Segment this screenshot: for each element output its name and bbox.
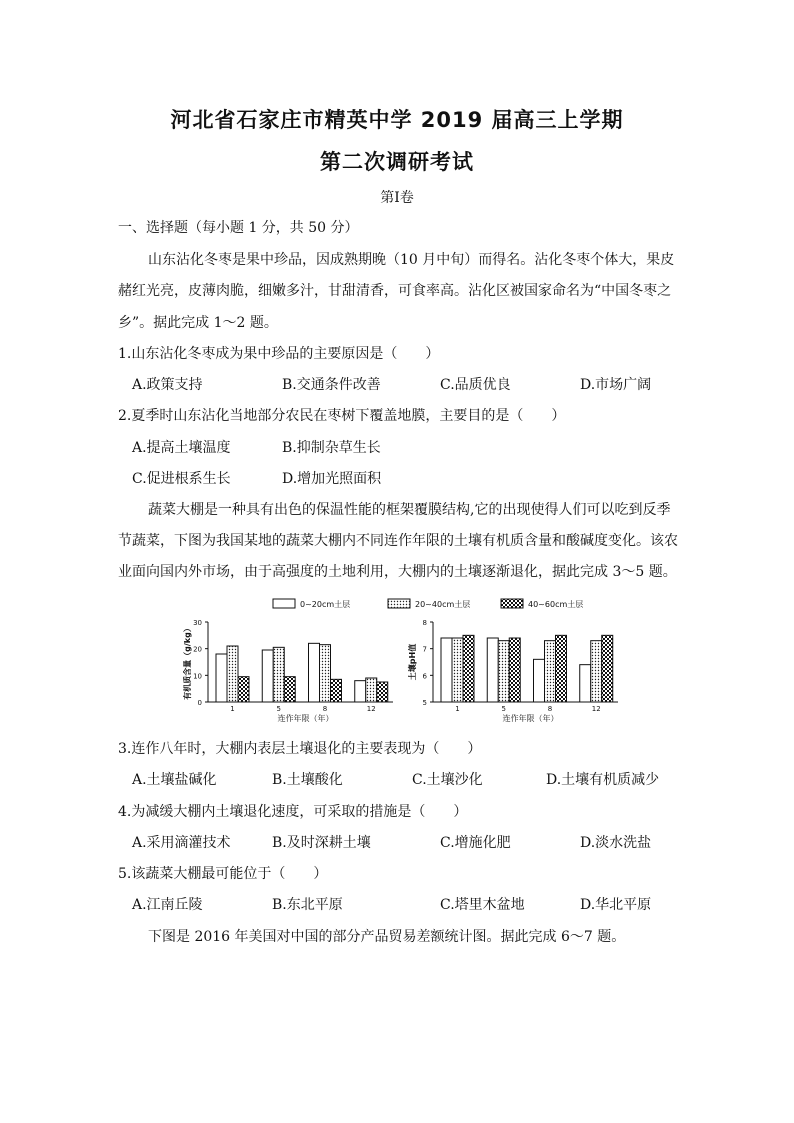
x-tick-label: 5 (276, 705, 281, 713)
bar (284, 677, 295, 702)
bar (545, 641, 556, 702)
bar (534, 659, 545, 702)
q1-option-b: B.交通条件改善 (282, 377, 381, 393)
y-axis-label: 有机质含量（g/kg） (183, 624, 192, 700)
bar (602, 635, 613, 702)
q3-option-b: B.土壤酸化 (272, 772, 343, 788)
bar (227, 646, 238, 702)
y-tick-label: 7 (422, 645, 427, 654)
q3-stem: 3.连作八年时，大棚内表层土壤退化的主要表现为（ ） (118, 741, 482, 757)
organic-matter-chart (183, 619, 393, 723)
q4-stem: 4.为减缓大棚内土壤退化速度，可采取的措施是（ ） (118, 804, 468, 820)
y-tick-label: 6 (422, 672, 427, 681)
q4-option-b: B.及时深耕土壤 (272, 835, 371, 851)
q1-stem: 1.山东沾化冬枣成为果中珍品的主要原因是（ ） (118, 346, 440, 362)
exam-title-line2: 第二次调研考试 (320, 150, 474, 174)
legend-label: 0~20cm土层 (300, 600, 351, 609)
x-tick-label: 12 (591, 705, 601, 713)
y-tick-label: 20 (193, 645, 202, 654)
q3-option-a: A.土壤盐碱化 (132, 772, 217, 788)
x-tick-label: 5 (501, 705, 506, 713)
passage2-line1: 蔬菜大棚是一种具有出色的保温性能的框架覆膜结构,它的出现使得人们可以吃到反季 (148, 502, 671, 518)
bar (238, 677, 249, 702)
passage2-line3: 业面向国内外市场，由于高强度的土地利用，大棚内的土壤逐渐退化，据此完成 3～5 题。 (118, 564, 677, 580)
y-axis-label: 土壤pH值 (408, 643, 417, 681)
bar (580, 665, 591, 702)
section-heading: 一、选择题（每小题 1 分，共 50 分） (118, 220, 359, 236)
q5-option-a: A.江南丘陵 (132, 897, 203, 913)
q1-option-d: D.市场广阔 (580, 377, 652, 393)
x-axis-label: 连作年限（年） (277, 714, 334, 723)
y-tick-label: 30 (193, 619, 202, 627)
passage1-line2: 赭红光亮，皮薄肉脆，细嫩多汁，甘甜清香，可食率高。沾化区被国家命名为“中国冬枣之 (118, 283, 672, 299)
exam-title-line1: 河北省石家庄市精英中学 2019 届高三上学期 (170, 108, 624, 132)
q4-option-a: A.采用滴灌技术 (132, 835, 231, 851)
q3-option-d: D.土壤有机质减少 (546, 772, 660, 788)
bar (556, 635, 567, 702)
x-tick-label: 8 (547, 705, 553, 713)
legend-label: 40~60cm土层 (528, 600, 584, 609)
q2-option-a: A.提高土壤温度 (132, 440, 231, 456)
legend-label: 20~40cm土层 (415, 600, 471, 609)
passage1-line1: 山东沾化冬枣是果中珍品，因成熟期晚（10 月中旬）而得名。沾化冬枣个体大，果皮 (148, 252, 675, 268)
bar (309, 643, 320, 702)
bar (320, 645, 331, 702)
q4-option-d: D.淡水洗盐 (580, 835, 652, 851)
q2-option-c: C.促进根系生长 (132, 471, 231, 487)
passage3: 下图是 2016 年美国对中国的部分产品贸易差额统计图。据此完成 6～7 题。 (148, 929, 626, 945)
legend-swatch (388, 599, 410, 608)
q2-stem: 2.夏季时山东沾化当地部分农民在枣树下覆盖地膜，主要目的是（ ） (118, 408, 566, 424)
x-tick-label: 12 (366, 705, 376, 713)
passage1-line3: 乡”。据此完成 1～2 题。 (118, 315, 278, 331)
bar (509, 638, 520, 702)
bar (262, 650, 273, 702)
bar (366, 678, 377, 702)
q4-option-c: C.增施化肥 (440, 835, 511, 851)
q5-stem: 5.该蔬菜大棚最可能位于（ ） (118, 866, 328, 882)
legend-swatch (273, 599, 295, 608)
q1-option-c: C.品质优良 (440, 377, 511, 393)
q5-option-d: D.华北平原 (580, 897, 652, 913)
bar (331, 679, 342, 702)
soil-bar-charts (183, 594, 638, 724)
passage2-line2: 节蔬菜，下图为我国某地的蔬菜大棚内不同连作年限的土壤有机质含量和酸碱度变化。该农 (118, 533, 678, 549)
bar (487, 638, 498, 702)
q3-option-c: C.土壤沙化 (412, 772, 483, 788)
bar (377, 682, 388, 702)
y-tick-label: 8 (422, 619, 427, 627)
bar (441, 638, 452, 702)
chart-legend (273, 599, 583, 609)
soil-ph-chart (407, 619, 618, 723)
bar (452, 638, 463, 702)
bar (498, 641, 509, 702)
q2-option-b: B.抑制杂草生长 (282, 440, 381, 456)
x-tick-label: 1 (455, 705, 460, 713)
x-axis-label: 连作年限（年） (502, 714, 559, 723)
legend-swatch (501, 599, 523, 608)
q2-option-d: D.增加光照面积 (282, 471, 382, 487)
volume-label: 第Ⅰ卷 (380, 190, 414, 206)
bar (355, 681, 366, 702)
y-tick-label: 5 (422, 699, 427, 707)
y-tick-label: 10 (193, 672, 202, 681)
x-tick-label: 1 (230, 705, 235, 713)
bar (591, 641, 602, 702)
bar (463, 635, 474, 702)
x-tick-label: 8 (322, 705, 328, 713)
q1-option-a: A.政策支持 (132, 377, 203, 393)
q5-option-c: C.塔里木盆地 (440, 897, 525, 913)
q5-option-b: B.东北平原 (272, 897, 343, 913)
bar (216, 654, 227, 702)
bar (273, 647, 284, 702)
y-tick-label: 0 (197, 699, 202, 707)
